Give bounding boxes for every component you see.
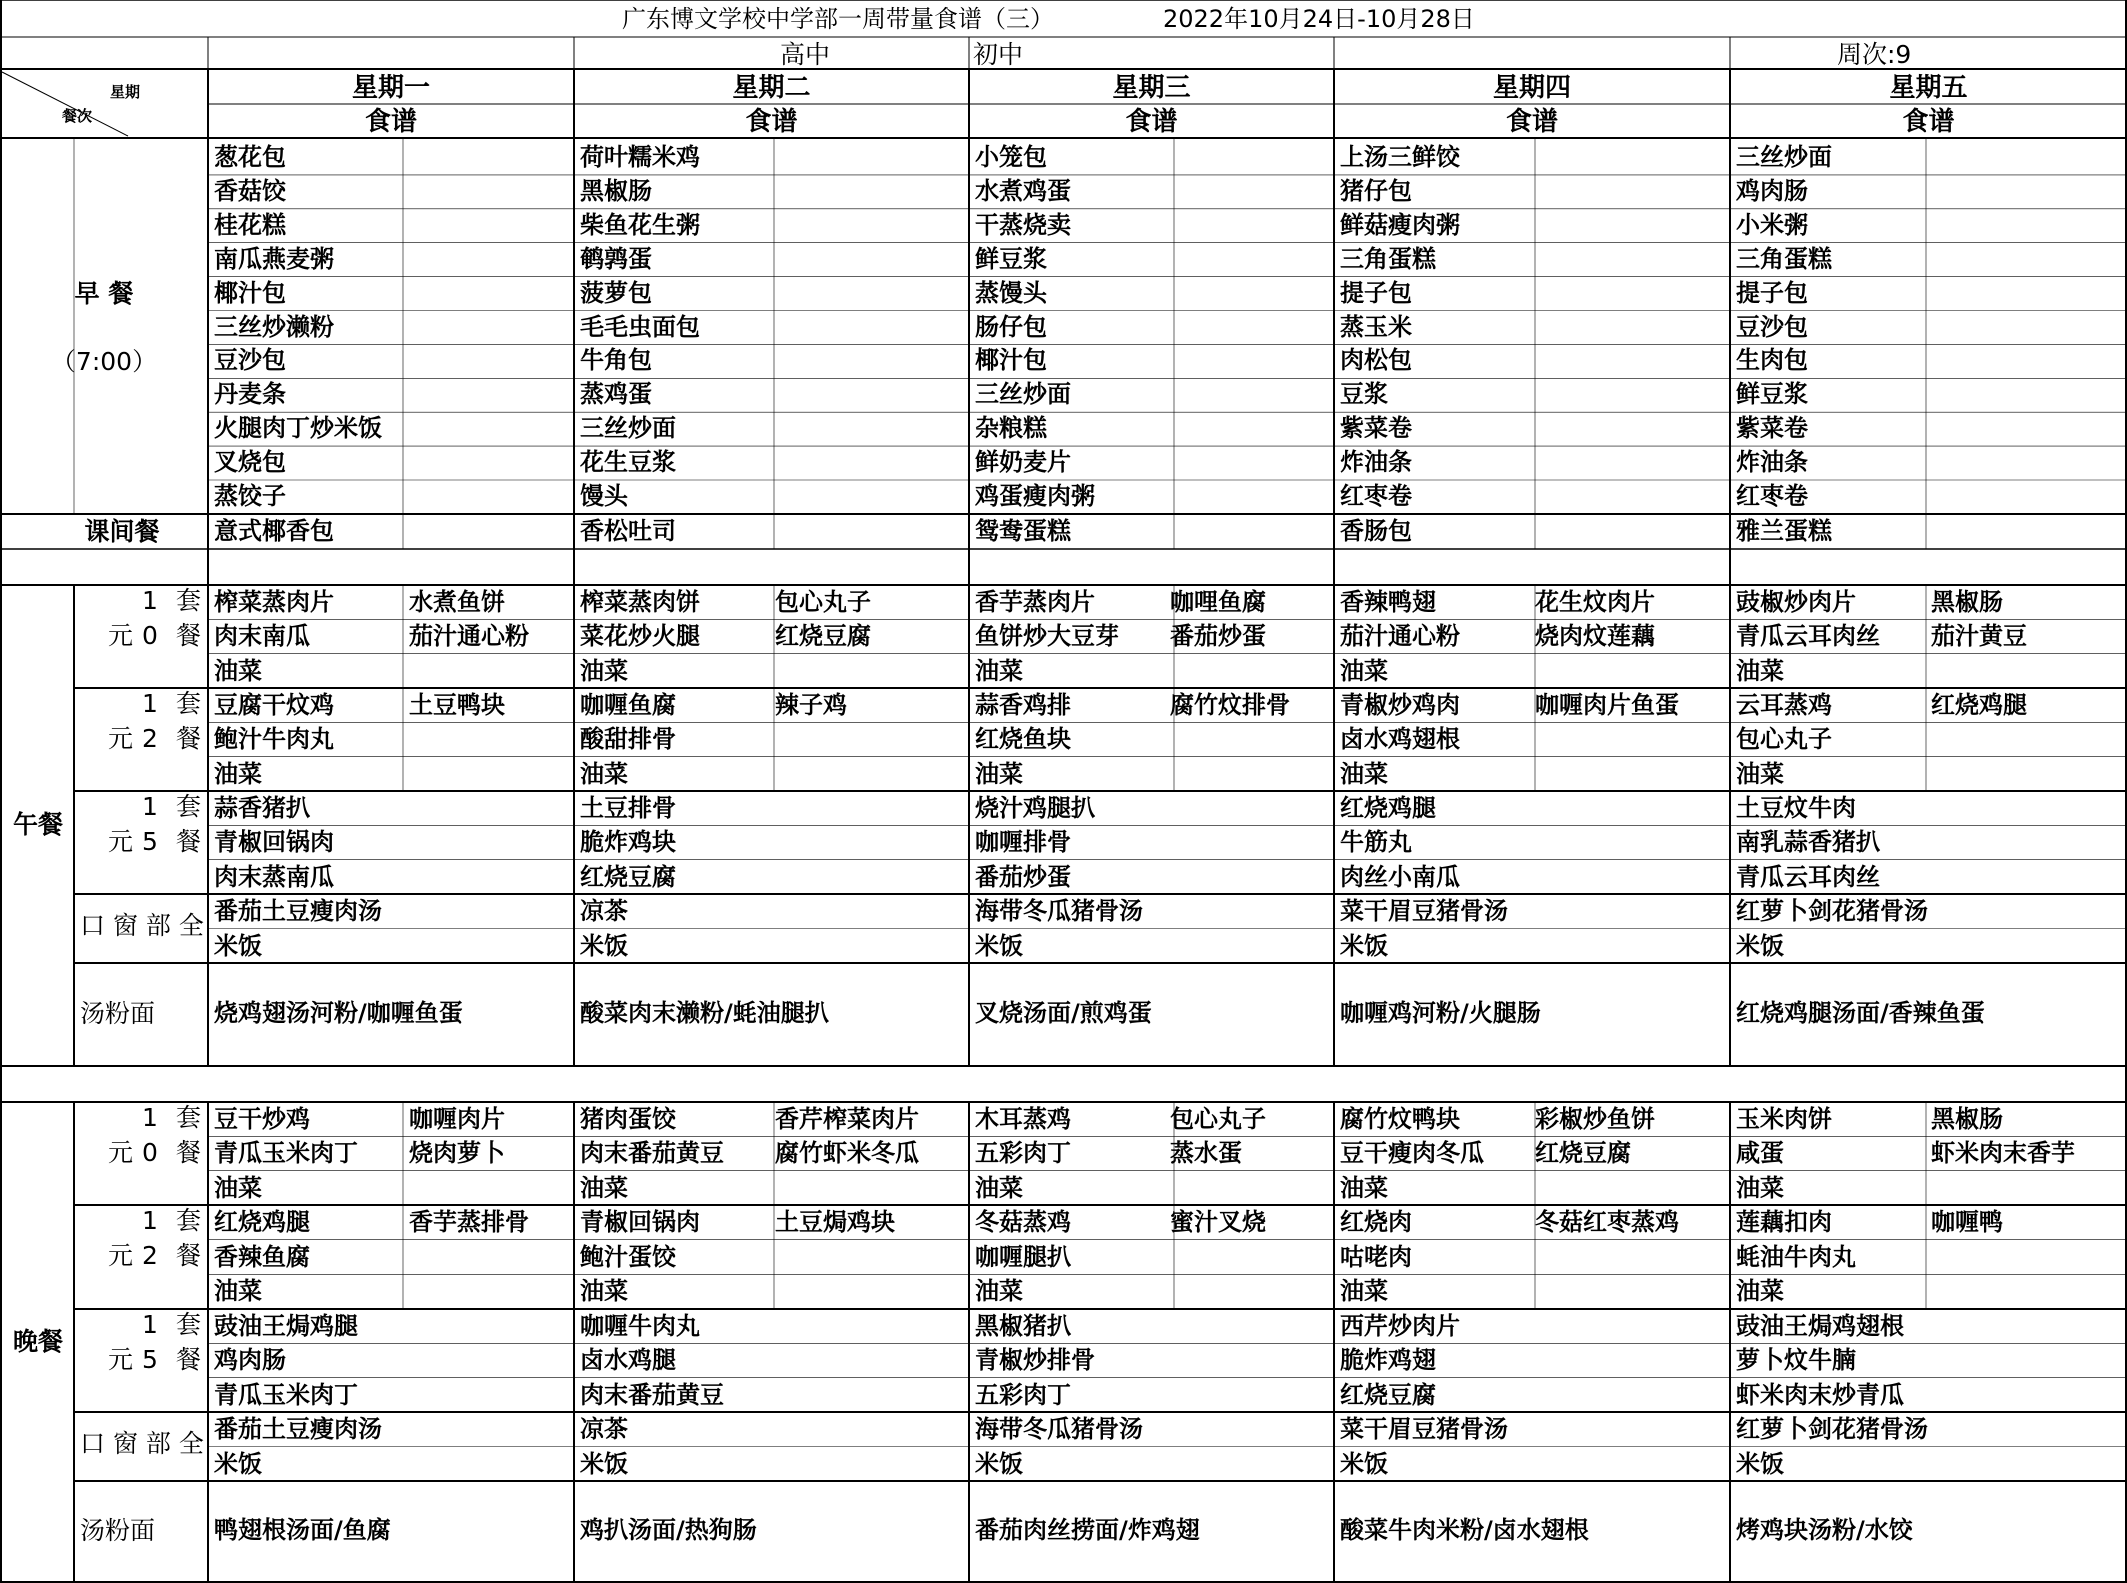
lunch-set-item: 红烧鸡腿 <box>1931 691 2027 719</box>
lunch-set-item: 茄汁黄豆 <box>1931 622 2027 651</box>
snack-item: 意式椰香包 <box>214 517 334 545</box>
lunch-set-item: 青瓜云耳肉丝 <box>1736 622 1880 651</box>
dinner-noodles-item: 鸡扒汤面/热狗肠 <box>580 1516 757 1544</box>
breakfast-item: 香菇饺 <box>214 176 286 205</box>
lunch-set-item: 油菜 <box>1340 759 1388 788</box>
lunch-set-label: 餐 <box>176 826 202 856</box>
lunch-set-item: 云耳蒸鸡 <box>1736 691 1832 719</box>
recipe-header-3: 食谱 <box>1125 107 1178 137</box>
snack-item: 鸳鸯蛋糕 <box>975 517 1071 545</box>
breakfast-item: 荷叶糯米鸡 <box>580 143 700 171</box>
dinner-set-label: 0 <box>142 1137 158 1167</box>
lunch-set-item: 蒜香猪扒 <box>214 794 310 822</box>
breakfast-item: 丹麦条 <box>214 380 286 409</box>
snack-item: 香松吐司 <box>580 517 676 545</box>
lunch-set-item: 油菜 <box>1340 656 1388 685</box>
snack-item: 雅兰蛋糕 <box>1736 517 1832 545</box>
dinner-set-item: 香芹榨菜肉片 <box>775 1105 919 1133</box>
lunch-set-item: 红烧豆腐 <box>775 622 871 651</box>
lunch-set-item: 花生炆肉片 <box>1535 588 1655 616</box>
lunch-set-item: 油菜 <box>975 656 1023 685</box>
lunch-set-item: 土豆炆牛肉 <box>1736 794 1856 822</box>
dinner-set-item: 腐竹炆鸭块 <box>1340 1105 1460 1133</box>
dinner-set-label: 元 <box>108 1344 134 1374</box>
week-number: 周次:9 <box>1837 40 1912 69</box>
dinner-set-item: 咖喱肉片 <box>409 1105 505 1133</box>
lunch-set-item: 蒜香鸡排 <box>975 691 1071 719</box>
lunch-common-item: 米饭 <box>1340 931 1388 960</box>
breakfast-item: 红枣卷 <box>1736 482 1808 510</box>
dinner-set-item: 五彩肉丁 <box>975 1380 1071 1409</box>
dinner-set-item: 咖喱腿扒 <box>975 1242 1071 1271</box>
lunch-set-item: 水煮鱼饼 <box>409 588 505 616</box>
dinner-set-item: 腐竹虾米冬瓜 <box>775 1139 919 1168</box>
breakfast-label: 早 餐 <box>74 279 134 308</box>
day-header-1: 星期一 <box>351 73 431 103</box>
lunch-set-item: 豉椒炒肉片 <box>1736 588 1856 616</box>
lunch-common-item: 米饭 <box>1736 931 1784 960</box>
dinner-set-item: 木耳蒸鸡 <box>975 1105 1071 1133</box>
dinner-set-item: 鸡肉肠 <box>214 1346 286 1375</box>
lunch-set-item: 黑椒肠 <box>1931 588 2003 616</box>
dinner-set-label: 1 <box>142 1103 158 1133</box>
dinner-set-item: 脆炸鸡翅 <box>1340 1346 1436 1375</box>
breakfast-item: 上汤三鲜饺 <box>1340 143 1460 171</box>
breakfast-item: 鲜菇瘦肉粥 <box>1340 210 1460 239</box>
breakfast-item: 肉松包 <box>1340 346 1412 375</box>
dinner-set-item: 彩椒炒鱼饼 <box>1535 1105 1655 1133</box>
dinner-set-label: 5 <box>142 1344 158 1374</box>
lunch-set-item: 肉末蒸南瓜 <box>214 862 334 891</box>
dinner-common-item: 菜干眉豆猪骨汤 <box>1340 1415 1508 1443</box>
dinner-set-item: 青椒炒排骨 <box>975 1346 1095 1375</box>
lunch-set-item: 油菜 <box>580 759 628 788</box>
dinner-set-item: 烧肉萝卜 <box>409 1139 505 1168</box>
lunch-set-item: 青椒炒鸡肉 <box>1340 691 1460 719</box>
dinner-noodles-item: 番茄肉丝捞面/炸鸡翅 <box>975 1516 1200 1544</box>
breakfast-item: 鹌鹑蛋 <box>580 244 652 273</box>
dinner-set-item: 红烧豆腐 <box>1340 1380 1436 1409</box>
lunch-noodles-label: 汤粉面 <box>80 998 156 1028</box>
breakfast-item: 鲜豆浆 <box>975 244 1047 273</box>
lunch-set-item: 包心丸子 <box>1736 725 1832 754</box>
breakfast-item: 紫菜卷 <box>1736 414 1808 443</box>
dinner-set-item: 香芋蒸排骨 <box>409 1208 529 1236</box>
corner-weekday-label: 星期 <box>110 83 141 101</box>
breakfast-item: 小笼包 <box>975 143 1047 171</box>
day-header-2: 星期二 <box>732 73 811 103</box>
dinner-noodles-item: 烤鸡块汤粉/水饺 <box>1736 1516 1913 1544</box>
breakfast-item: 三丝炒濑粉 <box>214 312 334 341</box>
day-header-5: 星期五 <box>1889 73 1968 103</box>
dinner-set-item: 咸蛋 <box>1736 1139 1784 1168</box>
breakfast-item: 柴鱼花生粥 <box>580 210 700 239</box>
dinner-common-item: 米饭 <box>214 1449 262 1478</box>
lunch-set-item: 榨菜蒸肉饼 <box>580 588 700 616</box>
dinner-set-item: 香辣鱼腐 <box>214 1242 310 1271</box>
lunch-set-item: 青椒回锅肉 <box>214 828 334 857</box>
dinner-set-item: 红烧鸡腿 <box>214 1208 310 1236</box>
lunch-set-item: 咖喱鱼腐 <box>580 691 676 719</box>
breakfast-item: 生肉包 <box>1736 346 1808 375</box>
breakfast-item: 三丝炒面 <box>580 414 676 443</box>
lunch-noodles-item: 叉烧汤面/煎鸡蛋 <box>975 998 1152 1027</box>
dinner-set-label: 餐 <box>176 1137 202 1167</box>
dinner-noodles-item: 鸭翅根汤面/鱼腐 <box>214 1516 391 1544</box>
lunch-set-item: 榨菜蒸肉片 <box>214 588 334 616</box>
lunch-common-item: 菜干眉豆猪骨汤 <box>1340 897 1508 925</box>
dinner-set-label: 套 <box>176 1310 202 1340</box>
grade-label-junior: 初中 <box>973 40 1024 69</box>
lunch-common-item: 红萝卜剑花猪骨汤 <box>1736 897 1928 925</box>
lunch-set-label: 元 <box>108 620 134 650</box>
lunch-common-item: 米饭 <box>580 931 628 960</box>
dinner-set-item: 油菜 <box>580 1173 628 1202</box>
lunch-set-item: 豆腐干炆鸡 <box>214 691 334 719</box>
breakfast-item: 杂粮糕 <box>975 414 1047 443</box>
recipe-header-4: 食谱 <box>1505 107 1559 137</box>
lunch-set-item: 青瓜云耳肉丝 <box>1736 862 1880 891</box>
dinner-set-item: 青瓜玉米肉丁 <box>214 1139 358 1168</box>
breakfast-item: 三丝炒面 <box>975 380 1071 409</box>
dinner-set-label: 1 <box>142 1310 158 1340</box>
dinner-noodles-label: 汤粉面 <box>80 1516 156 1545</box>
lunch-set-item: 鲍汁牛肉丸 <box>214 725 334 754</box>
breakfast-item: 蒸馒头 <box>975 278 1047 307</box>
dinner-set-label: 餐 <box>176 1344 202 1374</box>
dinner-common-item: 番茄土豆瘦肉汤 <box>214 1415 382 1443</box>
lunch-set-label: 套 <box>176 586 202 616</box>
breakfast-item: 豆沙包 <box>214 346 286 375</box>
dinner-set-label: 元 <box>108 1137 134 1167</box>
lunch-label: 午餐 <box>12 809 64 839</box>
corner-diagonal <box>2 72 128 136</box>
dinner-common-item: 米饭 <box>1340 1449 1388 1478</box>
lunch-set-label: 餐 <box>176 620 202 650</box>
lunch-set-item: 红烧鱼块 <box>975 725 1071 754</box>
lunch-set-item: 油菜 <box>580 656 628 685</box>
lunch-set-item: 卤水鸡翅根 <box>1340 725 1460 754</box>
lunch-set-item: 辣子鸡 <box>775 691 847 719</box>
recipe-header-5: 食谱 <box>1902 107 1955 137</box>
breakfast-item: 南瓜燕麦粥 <box>214 244 334 273</box>
breakfast-item: 炸油条 <box>1736 448 1808 477</box>
dinner-set-item: 包心丸子 <box>1170 1105 1266 1133</box>
dinner-common-item: 海带冬瓜猪骨汤 <box>975 1415 1143 1443</box>
breakfast-item: 肠仔包 <box>975 312 1047 341</box>
breakfast-item: 豆沙包 <box>1736 312 1808 341</box>
breakfast-item: 提子包 <box>1736 278 1808 307</box>
dinner-set-item: 豉油王焗鸡腿 <box>214 1312 358 1340</box>
breakfast-item: 桂花糕 <box>214 210 286 239</box>
breakfast-item: 菠萝包 <box>580 278 652 307</box>
dinner-set-item: 黑椒猪扒 <box>975 1312 1071 1340</box>
dinner-set-item: 油菜 <box>1736 1173 1784 1202</box>
dinner-set-item: 蚝油牛肉丸 <box>1736 1242 1856 1271</box>
breakfast-item: 三角蛋糕 <box>1736 244 1832 273</box>
lunch-common-item: 米饭 <box>975 931 1023 960</box>
lunch-set-label: 1 <box>142 792 158 822</box>
lunch-set-item: 红烧鸡腿 <box>1340 794 1436 822</box>
breakfast-item: 鸡肉肠 <box>1736 176 1808 205</box>
breakfast-item: 毛毛虫面包 <box>580 312 700 341</box>
dinner-set-item: 油菜 <box>214 1173 262 1202</box>
lunch-set-label: 0 <box>142 620 158 650</box>
dinner-set-item: 咕咾肉 <box>1340 1242 1412 1271</box>
breakfast-item: 三角蛋糕 <box>1340 244 1436 273</box>
dinner-set-item: 油菜 <box>1736 1277 1784 1306</box>
breakfast-item: 鸡蛋瘦肉粥 <box>975 482 1095 510</box>
lunch-set-item: 酸甜排骨 <box>580 725 676 754</box>
lunch-set-label: 餐 <box>176 723 202 753</box>
dinner-set-item: 蒸水蛋 <box>1170 1139 1242 1168</box>
dinner-set-item: 油菜 <box>1340 1173 1388 1202</box>
breakfast-item: 提子包 <box>1340 278 1412 307</box>
breakfast-item: 三丝炒面 <box>1736 143 1832 171</box>
lunch-common-item: 海带冬瓜猪骨汤 <box>975 897 1143 925</box>
lunch-set-item: 油菜 <box>1736 759 1784 788</box>
dinner-set-item: 油菜 <box>975 1277 1023 1306</box>
lunch-set-item: 茄汁通心粉 <box>1340 622 1460 651</box>
dinner-common-item: 米饭 <box>1736 1449 1784 1478</box>
dinner-label: 晚餐 <box>12 1326 64 1356</box>
lunch-set-item: 包心丸子 <box>775 588 871 616</box>
dinner-set-item: 五彩肉丁 <box>975 1139 1071 1168</box>
lunch-set-item: 菜花炒火腿 <box>580 622 700 651</box>
dinner-set-label: 2 <box>142 1241 158 1270</box>
day-header-3: 星期三 <box>1112 73 1191 103</box>
breakfast-item: 蒸玉米 <box>1340 312 1412 341</box>
lunch-set-item: 油菜 <box>975 759 1023 788</box>
lunch-set-item: 番茄炒蛋 <box>975 862 1071 891</box>
lunch-set-item: 油菜 <box>214 656 262 685</box>
breakfast-item: 花生豆浆 <box>580 448 676 477</box>
dinner-set-item: 蜜汁叉烧 <box>1170 1208 1266 1236</box>
breakfast-item: 椰汁包 <box>975 346 1047 375</box>
dinner-set-item: 肉末番茄黄豆 <box>580 1139 724 1168</box>
lunch-common-item: 米饭 <box>214 931 262 960</box>
lunch-set-label: 套 <box>176 792 202 822</box>
lunch-set-item: 香辣鸭翅 <box>1340 588 1436 616</box>
dinner-set-item: 鲍汁蛋饺 <box>580 1242 676 1271</box>
dinner-set-item: 青瓜玉米肉丁 <box>214 1380 358 1409</box>
dinner-set-item: 咖喱牛肉丸 <box>580 1312 700 1340</box>
grade-label-senior: 高中 <box>780 40 831 69</box>
breakfast-item: 蒸鸡蛋 <box>580 380 652 409</box>
breakfast-item: 红枣卷 <box>1340 482 1412 510</box>
corner-meal-label: 餐次 <box>62 107 93 125</box>
breakfast-item: 火腿肉丁炒米饭 <box>214 414 382 443</box>
dinner-set-item: 油菜 <box>1340 1277 1388 1306</box>
dinner-common-item: 米饭 <box>580 1449 628 1478</box>
dinner-set-item: 卤水鸡腿 <box>580 1346 676 1375</box>
dinner-set-item: 莲藕扣肉 <box>1736 1208 1832 1236</box>
lunch-set-label: 元 <box>108 723 134 753</box>
breakfast-item: 水煮鸡蛋 <box>975 176 1071 205</box>
lunch-set-item: 腐竹炆排骨 <box>1170 691 1290 719</box>
lunch-set-item: 油菜 <box>1736 656 1784 685</box>
lunch-common-item: 番茄土豆瘦肉汤 <box>214 897 382 925</box>
breakfast-item: 小米粥 <box>1736 210 1808 239</box>
dinner-set-item: 豉油王焗鸡翅根 <box>1736 1312 1904 1340</box>
breakfast-item: 鲜奶麦片 <box>975 448 1071 477</box>
dinner-set-label: 套 <box>176 1103 202 1133</box>
dinner-set-item: 咖喱鸭 <box>1931 1208 2003 1236</box>
breakfast-item: 黑椒肠 <box>580 176 652 205</box>
dinner-set-item: 青椒回锅肉 <box>580 1208 700 1236</box>
lunch-set-item: 番茄炒蛋 <box>1170 622 1266 651</box>
lunch-set-label: 1 <box>142 689 158 719</box>
dinner-set-item: 冬菇红枣蒸鸡 <box>1535 1208 1679 1236</box>
dinner-set-item: 油菜 <box>580 1277 628 1306</box>
day-header-4: 星期四 <box>1492 73 1572 103</box>
lunch-set-item: 烧汁鸡腿扒 <box>975 794 1095 822</box>
lunch-common-item: 凉茶 <box>580 897 628 925</box>
dinner-set-item: 油菜 <box>975 1173 1023 1202</box>
dinner-set-item: 豆干瘦肉冬瓜 <box>1340 1139 1484 1168</box>
lunch-set-item: 南乳蒜香猪扒 <box>1736 828 1880 857</box>
dinner-set-item: 红烧豆腐 <box>1535 1139 1631 1168</box>
dinner-set-item: 萝卜炆牛腩 <box>1736 1346 1856 1375</box>
lunch-set-label: 5 <box>142 826 158 856</box>
lunch-noodles-item: 烧鸡翅汤河粉/咖喱鱼蛋 <box>214 998 463 1027</box>
menu-title: 广东博文学校中学部一周带量食谱（三） <box>622 5 1054 33</box>
breakfast-item: 椰汁包 <box>214 278 286 307</box>
dinner-set-item: 油菜 <box>214 1277 262 1306</box>
lunch-set-item: 烧肉炆莲藕 <box>1535 622 1655 651</box>
lunch-set-item: 茄汁通心粉 <box>409 622 529 651</box>
dinner-set-item: 虾米肉末香芋 <box>1931 1139 2075 1168</box>
dinner-set-item: 西芹炒肉片 <box>1340 1312 1460 1340</box>
dinner-set-item: 土豆焗鸡块 <box>775 1208 895 1236</box>
dinner-common-label: 口 窗 部 全 <box>80 1429 204 1459</box>
dinner-set-item: 猪肉蛋饺 <box>580 1105 676 1133</box>
dinner-noodles-item: 酸菜牛肉米粉/卤水翅根 <box>1340 1516 1589 1544</box>
recipe-header-2: 食谱 <box>745 107 798 137</box>
breakfast-item: 猪仔包 <box>1340 176 1412 205</box>
dinner-set-item: 虾米肉末炒青瓜 <box>1736 1380 1904 1409</box>
dinner-set-item: 红烧肉 <box>1340 1208 1412 1236</box>
lunch-set-item: 牛筋丸 <box>1340 828 1412 857</box>
dinner-set-label: 餐 <box>176 1241 202 1270</box>
dinner-set-label: 1 <box>142 1206 158 1236</box>
lunch-noodles-item: 咖喱鸡河粉/火腿肠 <box>1340 998 1541 1027</box>
lunch-set-label: 元 <box>108 826 134 856</box>
lunch-set-item: 咖喱排骨 <box>975 828 1071 857</box>
menu-date-range: 2022年10月24日-10月28日 <box>1163 5 1475 33</box>
dinner-set-item: 豆干炒鸡 <box>214 1105 310 1133</box>
lunch-set-item: 油菜 <box>214 759 262 788</box>
dinner-set-item: 冬菇蒸鸡 <box>975 1208 1071 1236</box>
snack-label: 课间餐 <box>84 517 160 546</box>
lunch-common-label: 口 窗 部 全 <box>80 911 204 941</box>
dinner-set-label: 元 <box>108 1241 134 1270</box>
breakfast-item: 干蒸烧卖 <box>975 210 1071 239</box>
lunch-set-item: 红烧豆腐 <box>580 862 676 891</box>
breakfast-item: 豆浆 <box>1340 380 1388 409</box>
recipe-header-1: 食谱 <box>364 107 418 137</box>
lunch-set-item: 鱼饼炒大豆芽 <box>975 622 1119 651</box>
breakfast-item: 葱花包 <box>214 143 286 171</box>
dinner-set-item: 黑椒肠 <box>1931 1105 2003 1133</box>
breakfast-item: 炸油条 <box>1340 448 1412 477</box>
dinner-common-item: 红萝卜剑花猪骨汤 <box>1736 1415 1928 1443</box>
lunch-set-item: 土豆排骨 <box>580 794 676 822</box>
lunch-set-item: 咖哩鱼腐 <box>1170 588 1266 616</box>
lunch-noodles-item: 红烧鸡腿汤面/香辣鱼蛋 <box>1736 998 1985 1027</box>
lunch-set-item: 香芋蒸肉片 <box>975 588 1095 616</box>
breakfast-item: 蒸饺子 <box>214 482 286 510</box>
breakfast-time: （7:00） <box>50 347 158 376</box>
lunch-set-label: 套 <box>176 689 202 719</box>
breakfast-item: 馒头 <box>580 482 628 510</box>
breakfast-item: 叉烧包 <box>214 448 286 477</box>
lunch-set-item: 土豆鸭块 <box>409 691 505 719</box>
lunch-set-label: 1 <box>142 586 158 616</box>
lunch-set-item: 肉丝小南瓜 <box>1340 862 1460 891</box>
dinner-set-item: 肉末番茄黄豆 <box>580 1380 724 1409</box>
dinner-set-label: 套 <box>176 1206 202 1236</box>
breakfast-item: 牛角包 <box>580 346 652 375</box>
lunch-set-item: 肉末南瓜 <box>214 622 310 651</box>
lunch-set-item: 咖喱肉片鱼蛋 <box>1535 691 1679 719</box>
breakfast-item: 紫菜卷 <box>1340 414 1412 443</box>
snack-item: 香肠包 <box>1340 517 1412 545</box>
lunch-set-label: 2 <box>142 723 158 753</box>
lunch-set-item: 脆炸鸡块 <box>580 828 676 857</box>
dinner-set-item: 玉米肉饼 <box>1736 1105 1832 1133</box>
lunch-noodles-item: 酸菜肉末濑粉/蚝油腿扒 <box>580 998 829 1027</box>
dinner-common-item: 米饭 <box>975 1449 1023 1478</box>
dinner-common-item: 凉茶 <box>580 1415 628 1443</box>
breakfast-item: 鲜豆浆 <box>1736 380 1808 409</box>
